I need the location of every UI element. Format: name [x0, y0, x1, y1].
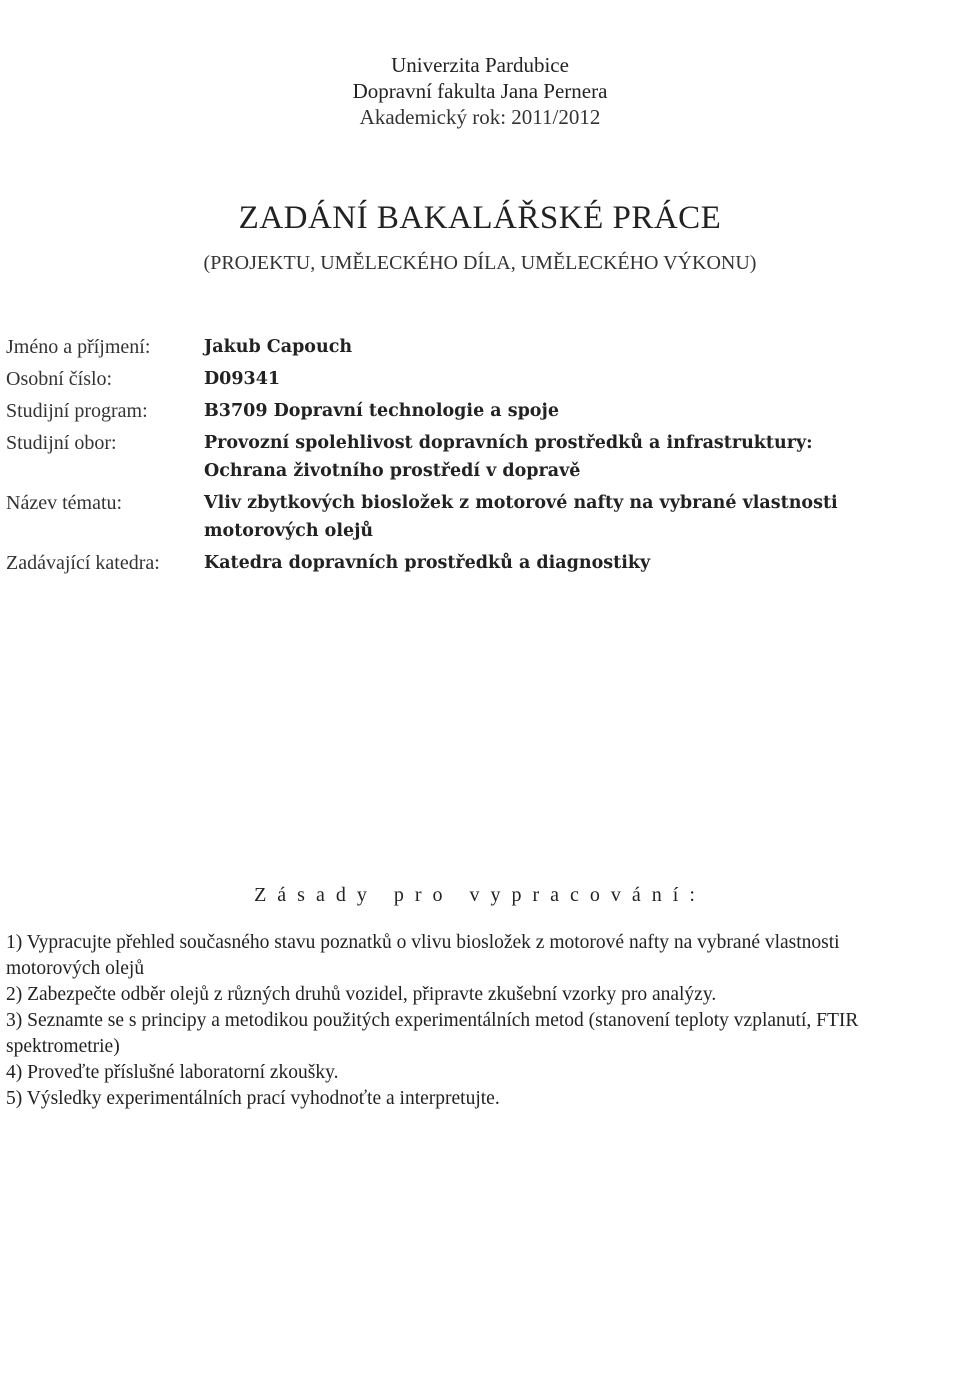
department-row	[6, 549, 886, 577]
department-label: Zadávající katedra:	[6, 552, 160, 574]
field-label: Studijní obor:	[6, 432, 117, 454]
principle-item: 2) Zabezpečte odběr olejů z různých druhů vozidel, připravte zkušební vzorky pro analýzy.	[6, 984, 717, 1005]
principle-item: 4) Proveďte příslušné laboratorní zkoušky.	[6, 1062, 339, 1083]
program-row	[6, 397, 886, 425]
id-label: Osobní číslo:	[6, 368, 113, 390]
name-value: Jakub Capouch	[204, 337, 353, 357]
principles-heading: Zásady pro vypracování:	[254, 884, 706, 906]
faculty-name: Dopravní fakulta Jana Pernera	[352, 79, 608, 103]
program-value: B3709 Dopravní technologie a spoje	[204, 401, 559, 421]
name-row	[6, 333, 886, 361]
id-row	[6, 365, 886, 393]
id-value: D09341	[204, 369, 281, 389]
field-value: Provozní spolehlivost dopravních prostředků a infrastruktury: Ochrana životního prostředí v dopravě	[204, 433, 813, 481]
document-header	[0, 52, 960, 130]
principle-item: 1) Vypracujte přehled současného stavu poznatků o vlivu biosložek z motorové nafty na vybrané vlastnosti motorových olejů	[6, 932, 840, 979]
document-subtitle: (PROJEKTU, UMĚLECKÉHO DÍLA, UMĚLECKÉHO VÝKONU)	[203, 252, 757, 274]
name-label: Jméno a příjmení:	[6, 336, 151, 358]
program-label: Studijní program:	[6, 400, 148, 422]
principle-item: 5) Výsledky experimentálních prací vyhodnoťte a interpretujte.	[6, 1088, 500, 1109]
topic-label: Název tématu:	[6, 492, 123, 514]
academic-year: Akademický rok: 2011/2012	[359, 105, 601, 129]
university-name: Univerzita Pardubice	[391, 53, 569, 77]
principles-list	[6, 930, 874, 1112]
topic-value: Vliv zbytkových biosložek z motorové nafty na vybrané vlastnosti motorových olejů	[204, 493, 838, 541]
student-info	[6, 333, 886, 581]
department-value: Katedra dopravních prostředků a diagnostiky	[204, 553, 651, 573]
principle-item: 3) Seznamte se s principy a metodikou použitých experimentálních metod (stanovení teploty vzplanutí, FTIR spektrometrie)	[6, 1010, 859, 1057]
topic-row	[6, 489, 886, 545]
field-row	[6, 429, 886, 485]
document-title: ZADÁNÍ BAKALÁŘSKÉ PRÁCE	[238, 200, 722, 236]
